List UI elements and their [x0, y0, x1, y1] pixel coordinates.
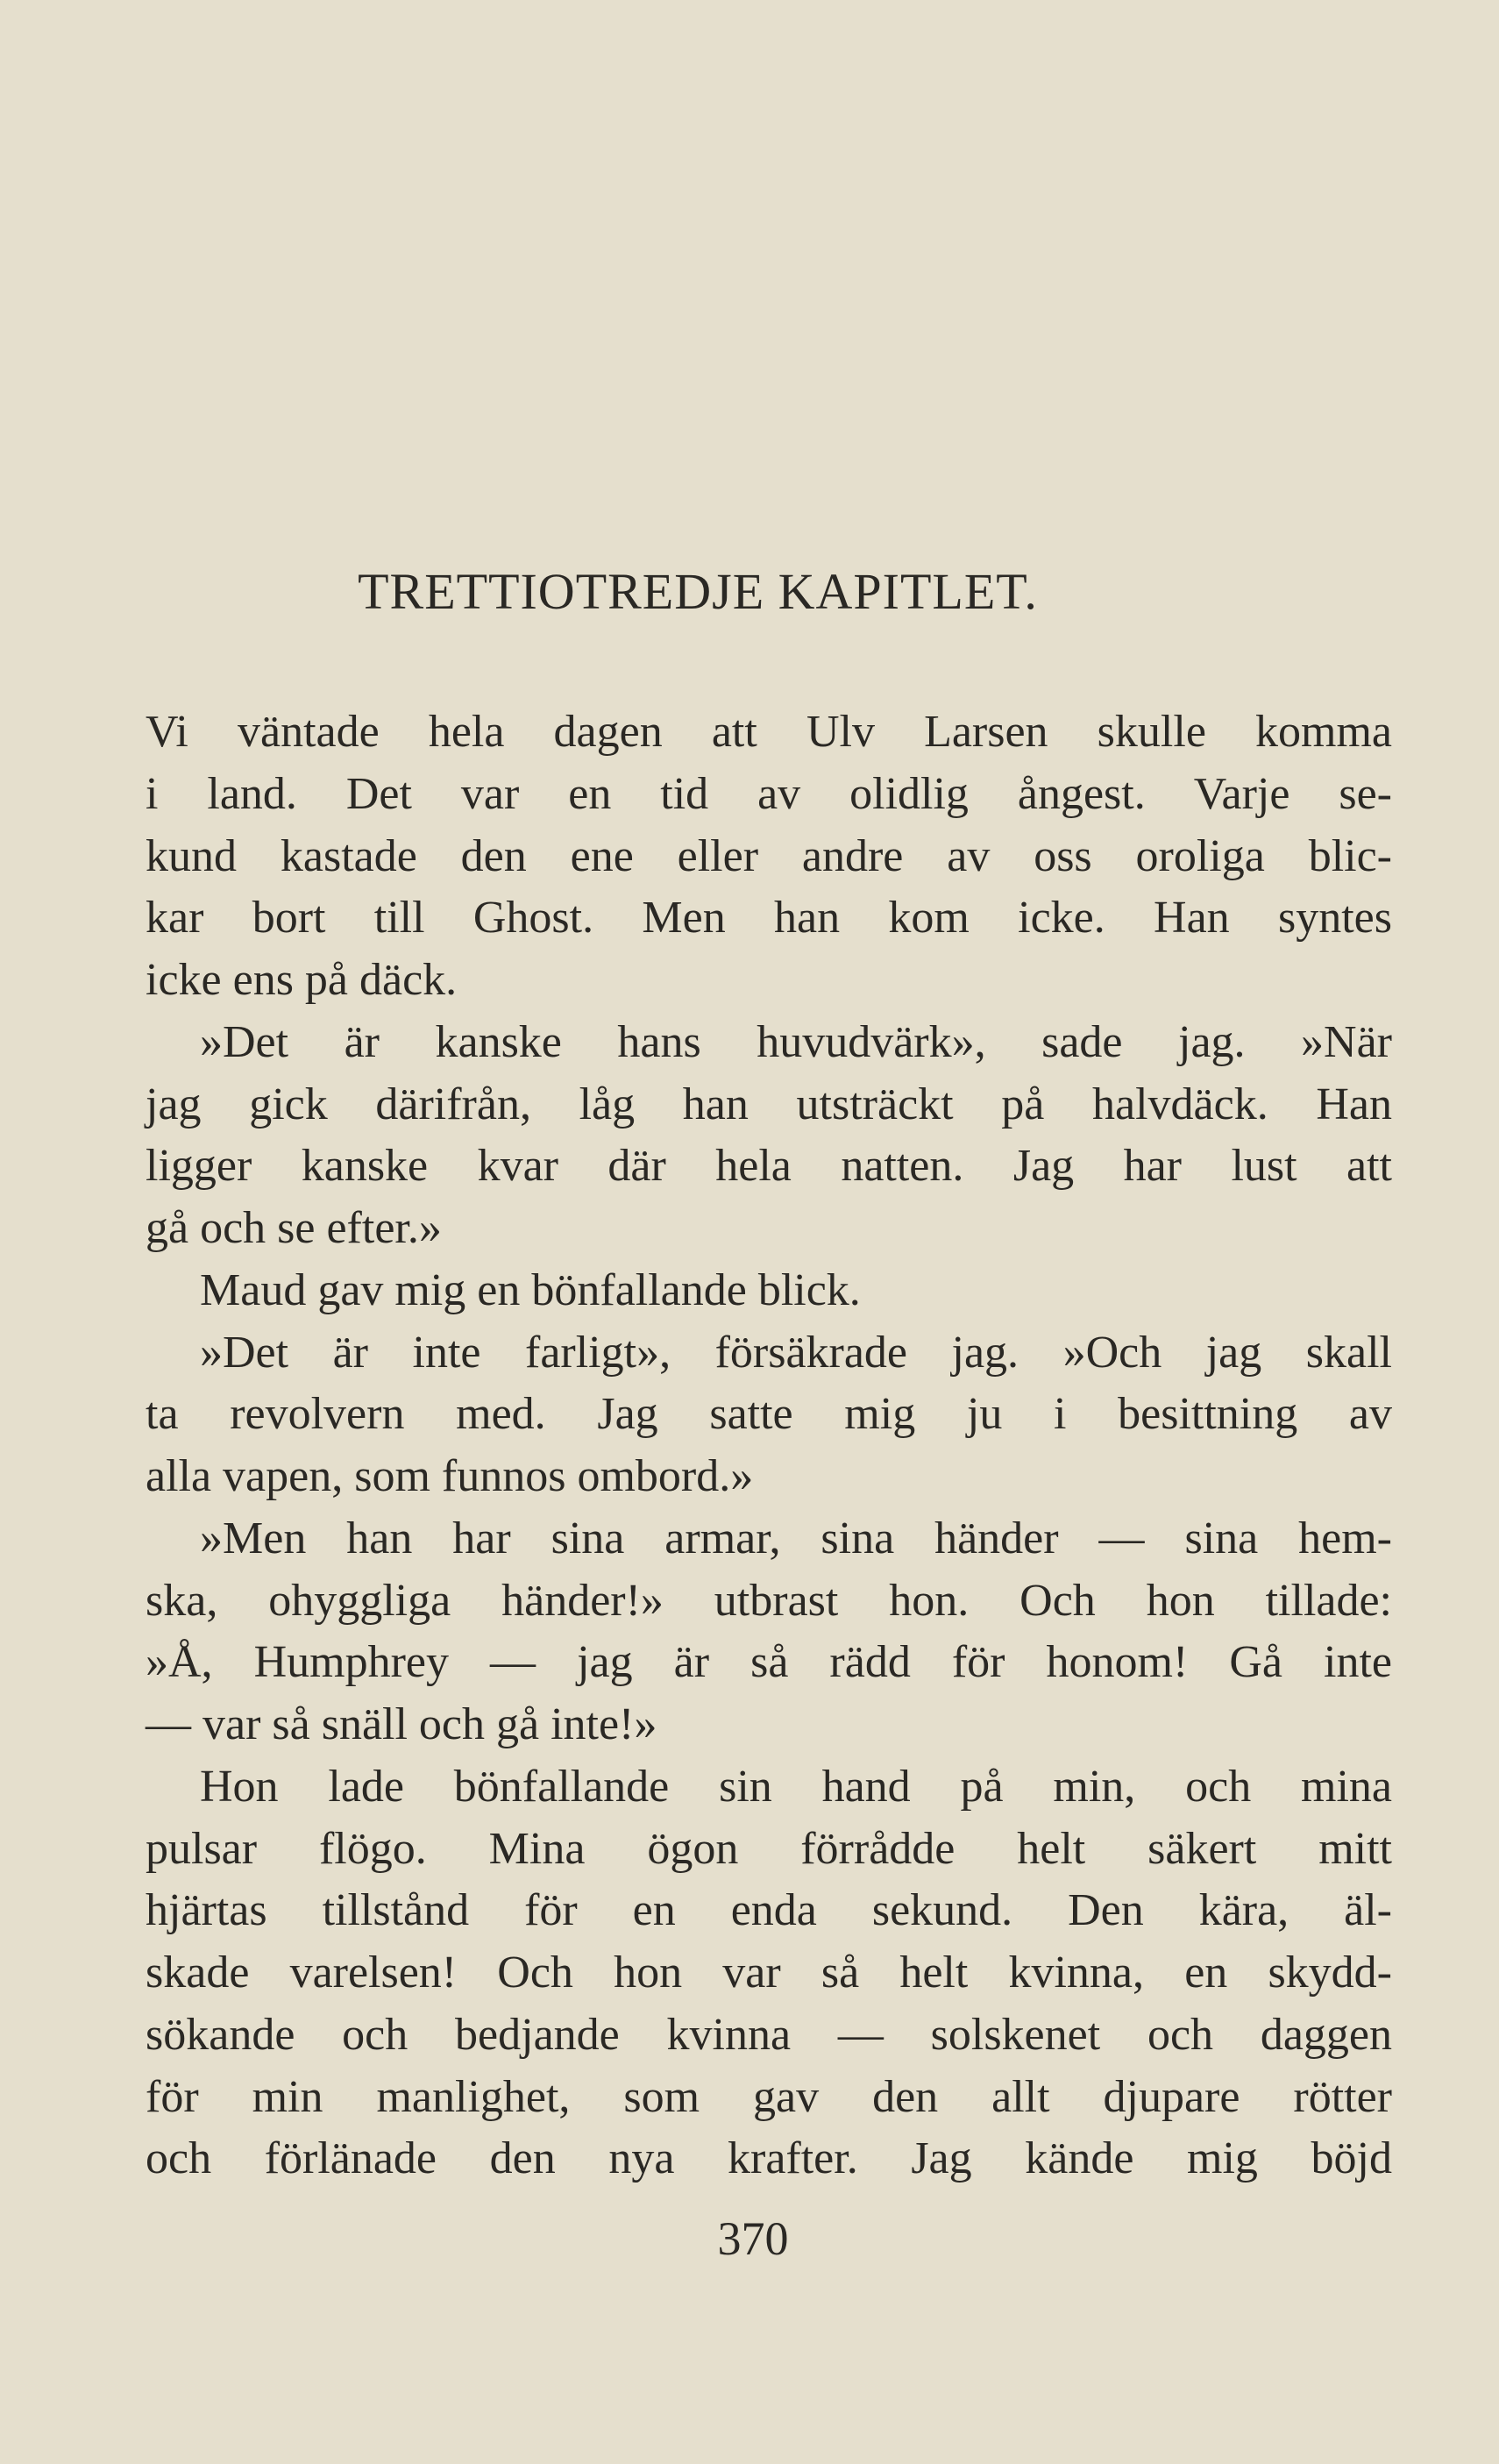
text-line: kund kastade den ene eller andre av oss oroliga blic- [146, 831, 1392, 881]
text-line: ska, ohyggliga händer!» utbrast hon. Och hon tillade: [146, 1576, 1392, 1626]
text-line: ligger kanske kvar där hela natten. Jag har lust att [146, 1141, 1392, 1191]
chapter-title: TRETTIOTREDJE KAPITLET. [358, 563, 1038, 620]
text-line: kar bort till Ghost. Men han kom icke. Han syntes [146, 893, 1392, 943]
text-line: ta revolvern med. Jag satte mig ju i besittning av [146, 1389, 1392, 1439]
text-line: icke ens på däck. [146, 955, 458, 1005]
text-line: pulsar flögo. Mina ögon förrådde helt säkert mitt [146, 1824, 1392, 1874]
text-line: i land. Det var en tid av olidlig ångest. Varje se- [146, 769, 1392, 819]
text-line: »Men han har sina armar, sina händer — sina hem- [200, 1513, 1392, 1563]
text-line: skade varelsen! Och hon var så helt kvinna, en skydd- [146, 1948, 1392, 1998]
text-line: »Det är inte farligt», försäkrade jag. »Och jag skall [200, 1328, 1392, 1378]
text-line: sökande och bedjande kvinna — solskenet och daggen [146, 2010, 1392, 2060]
text-line: »Å, Humphrey — jag är så rädd för honom! Gå inte [146, 1637, 1392, 1687]
text-line: gå och se efter.» [146, 1203, 442, 1253]
text-line: Maud gav mig en bönfallande blick. [200, 1265, 861, 1315]
page-number: 370 [717, 2212, 789, 2265]
text-line: alla vapen, som funnos ombord.» [146, 1451, 754, 1501]
text-line: för min manlighet, som gav den allt djupare rötter [146, 2072, 1392, 2122]
text-line: Vi väntade hela dagen att Ulv Larsen skulle komma [146, 707, 1392, 757]
text-line: jag gick därifrån, låg han utsträckt på halvdäck. Han [146, 1079, 1392, 1129]
text-line: »Det är kanske hans huvudvärk», sade jag. »När [200, 1017, 1392, 1067]
text-line: och förlänade den nya krafter. Jag kände mig böjd [146, 2133, 1392, 2183]
text-line: Hon lade bönfallande sin hand på min, och mina [200, 1762, 1392, 1812]
text-line: — var så snäll och gå inte!» [146, 1699, 657, 1749]
text-line: hjärtas tillstånd för en enda sekund. Den kära, äl- [146, 1885, 1392, 1935]
